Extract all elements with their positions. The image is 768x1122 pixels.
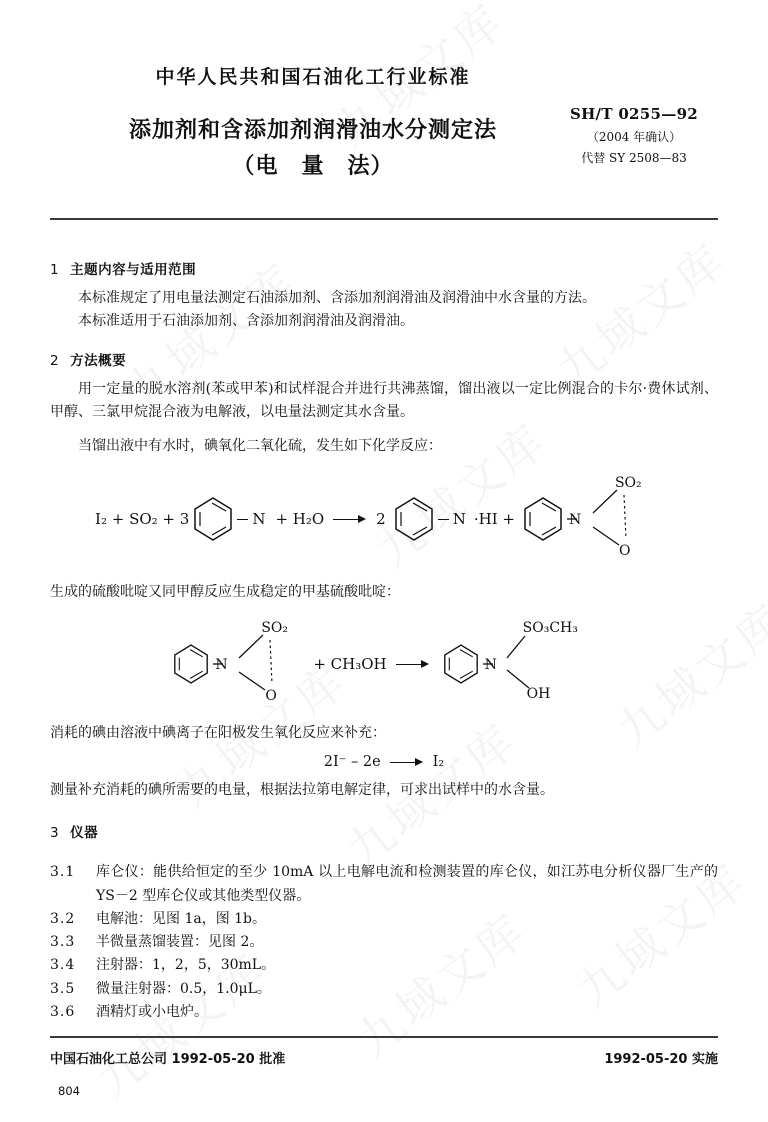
chemical-bond bbox=[438, 519, 449, 520]
list-item bbox=[50, 1001, 718, 1024]
page-subtitle: （电 量 法） bbox=[232, 154, 394, 180]
methyl-sulfate-structure bbox=[483, 620, 595, 708]
nitrogen-atom-label: N bbox=[484, 657, 497, 674]
list-item bbox=[50, 931, 718, 954]
section-heading-1 bbox=[50, 258, 718, 278]
oxygen-atom-label: O bbox=[618, 543, 631, 560]
standard-confirmation-year: （2004 年确认） bbox=[586, 130, 682, 145]
section-2-paragraph-4: 消耗的碘由溶液中碘离子在阳极发生氧化反应来补充： bbox=[50, 725, 386, 742]
section-2-paragraph-3: 生成的硫酸吡啶又同甲醇反应生成稳定的甲基硫酸吡啶： bbox=[50, 584, 400, 601]
benzene-ring-icon bbox=[394, 496, 434, 542]
equation-1-hi-product: ·HI + bbox=[473, 510, 515, 529]
item-number: 3.6 bbox=[50, 1003, 76, 1020]
chemical-equation-2 bbox=[50, 618, 718, 710]
item-number: 3.1 bbox=[50, 864, 76, 881]
item-number: 3.4 bbox=[50, 957, 76, 974]
item-text: 酒精灯或小电炉。 bbox=[96, 1003, 208, 1020]
nitrogen-atom-label: N bbox=[568, 512, 582, 529]
item-text: 注射器：1，2，5，30mL。 bbox=[96, 957, 276, 974]
section-title-2: 方法概要 bbox=[70, 353, 127, 370]
chemical-equation-1 bbox=[50, 473, 718, 565]
section-2-paragraph-5: 测量补充消耗的碘所需要的电量，根据法拉第电解定律，可求出试样中的水含量。 bbox=[50, 781, 554, 798]
benzene-ring-icon bbox=[173, 643, 209, 685]
section-title-3: 仪器 bbox=[70, 825, 99, 842]
equation-3-left: 2I⁻ – 2e bbox=[323, 753, 381, 770]
equation-1-reactants: I₂ + SO₂ + 3 bbox=[95, 510, 190, 529]
list-item bbox=[50, 954, 718, 977]
section-title-1: 主题内容与适用范围 bbox=[70, 262, 197, 278]
standard-metadata bbox=[550, 101, 718, 169]
equation-1-water: + H₂O bbox=[275, 510, 325, 529]
item-number: 3.5 bbox=[50, 980, 76, 997]
reaction-arrow-icon bbox=[333, 513, 367, 525]
item-number: 3.3 bbox=[50, 934, 76, 951]
equation-3-right: I₂ bbox=[432, 753, 445, 770]
section-1-paragraph-1: 本标准规定了用电量法测定石油添加剂、含添加剂润滑油及润滑油中水含量的方法。 bbox=[78, 290, 596, 306]
section-number-3: 3 bbox=[50, 825, 60, 842]
item-text: 电解池：见图 1a，图 1b。 bbox=[96, 910, 267, 927]
reaction-arrow-icon bbox=[396, 658, 430, 670]
item-text: 库仑仪：能供给恒定的至少 10mA 以上电解电流和检测装置的库仑仪，如江苏电分析仪器厂生产的 YS－2 型库仑仪或其他类型仪器。 bbox=[96, 864, 718, 904]
equation-2-methanol: + CH₃OH bbox=[313, 655, 387, 674]
document-footer bbox=[50, 1048, 718, 1098]
item-number: 3.2 bbox=[50, 910, 76, 927]
nitrogen-atom-label: N bbox=[252, 509, 266, 528]
sultam-ring-structure bbox=[213, 618, 309, 710]
list-item bbox=[50, 978, 718, 1001]
standard-replaces: 代替 SY 2508—83 bbox=[581, 151, 687, 166]
hydroxyl-group-label: OH bbox=[526, 686, 551, 703]
header-divider bbox=[50, 218, 718, 220]
standard-number: SH/T 0255—92 bbox=[569, 105, 699, 123]
nitrogen-atom-label: N bbox=[215, 657, 228, 674]
page-number: 804 bbox=[58, 1084, 80, 1098]
benzene-ring-icon bbox=[523, 496, 563, 542]
section-2-paragraph-2: 当馏出液中有水时，碘氧化二氧化硫，发生如下化学反应： bbox=[78, 437, 442, 454]
so2-group-label: SO₂ bbox=[614, 475, 642, 492]
section-2-paragraph-1: 用一定量的脱水溶剂(苯或甲苯)和试样混合并进行共沸蒸馏，馏出液以一定比例混合的卡尔·费休试剂、甲醇、三氯甲烷混合液为电解液，以电量法测定其水含量。 bbox=[50, 381, 718, 421]
footer-divider bbox=[50, 1036, 718, 1038]
chemical-bond bbox=[237, 519, 248, 520]
benzene-ring-icon bbox=[193, 496, 233, 542]
section-number-2: 2 bbox=[50, 353, 60, 370]
benzene-ring-icon bbox=[443, 643, 479, 685]
implementation-statement: 1992-05-20 实施 bbox=[604, 1052, 718, 1067]
so2-group-label: SO₂ bbox=[261, 620, 289, 637]
so3ch3-group-label: SO₃CH₃ bbox=[522, 620, 578, 637]
section-1-paragraph-2: 本标准适用于石油添加剂、含添加剂润滑油及润滑油。 bbox=[78, 312, 414, 329]
approval-statement: 中国石油化工总公司 1992-05-20 批准 bbox=[50, 1052, 286, 1067]
list-item bbox=[50, 861, 718, 907]
document-body bbox=[50, 258, 718, 1024]
nitrogen-atom-label: N bbox=[452, 509, 466, 528]
equation-1-coefficient: 2 bbox=[376, 510, 386, 529]
reaction-arrow-icon bbox=[390, 756, 424, 768]
sultam-ring-structure bbox=[567, 473, 663, 565]
section-number-1: 1 bbox=[50, 262, 60, 278]
oxygen-atom-label: O bbox=[265, 688, 277, 705]
item-text: 半微量蒸馏装置：见图 2。 bbox=[96, 934, 264, 951]
list-item bbox=[50, 908, 718, 931]
section-heading-2 bbox=[50, 349, 718, 369]
issuing-organization: 中华人民共和国石油化工行业标准 bbox=[155, 66, 471, 88]
chemical-equation-3 bbox=[50, 754, 718, 770]
section-heading-3 bbox=[50, 821, 718, 841]
item-text: 微量注射器：0.5，1.0μL。 bbox=[96, 980, 271, 997]
document-header bbox=[50, 62, 718, 187]
page-title: 添加剂和含添加剂润滑油水分测定法 bbox=[128, 118, 497, 143]
